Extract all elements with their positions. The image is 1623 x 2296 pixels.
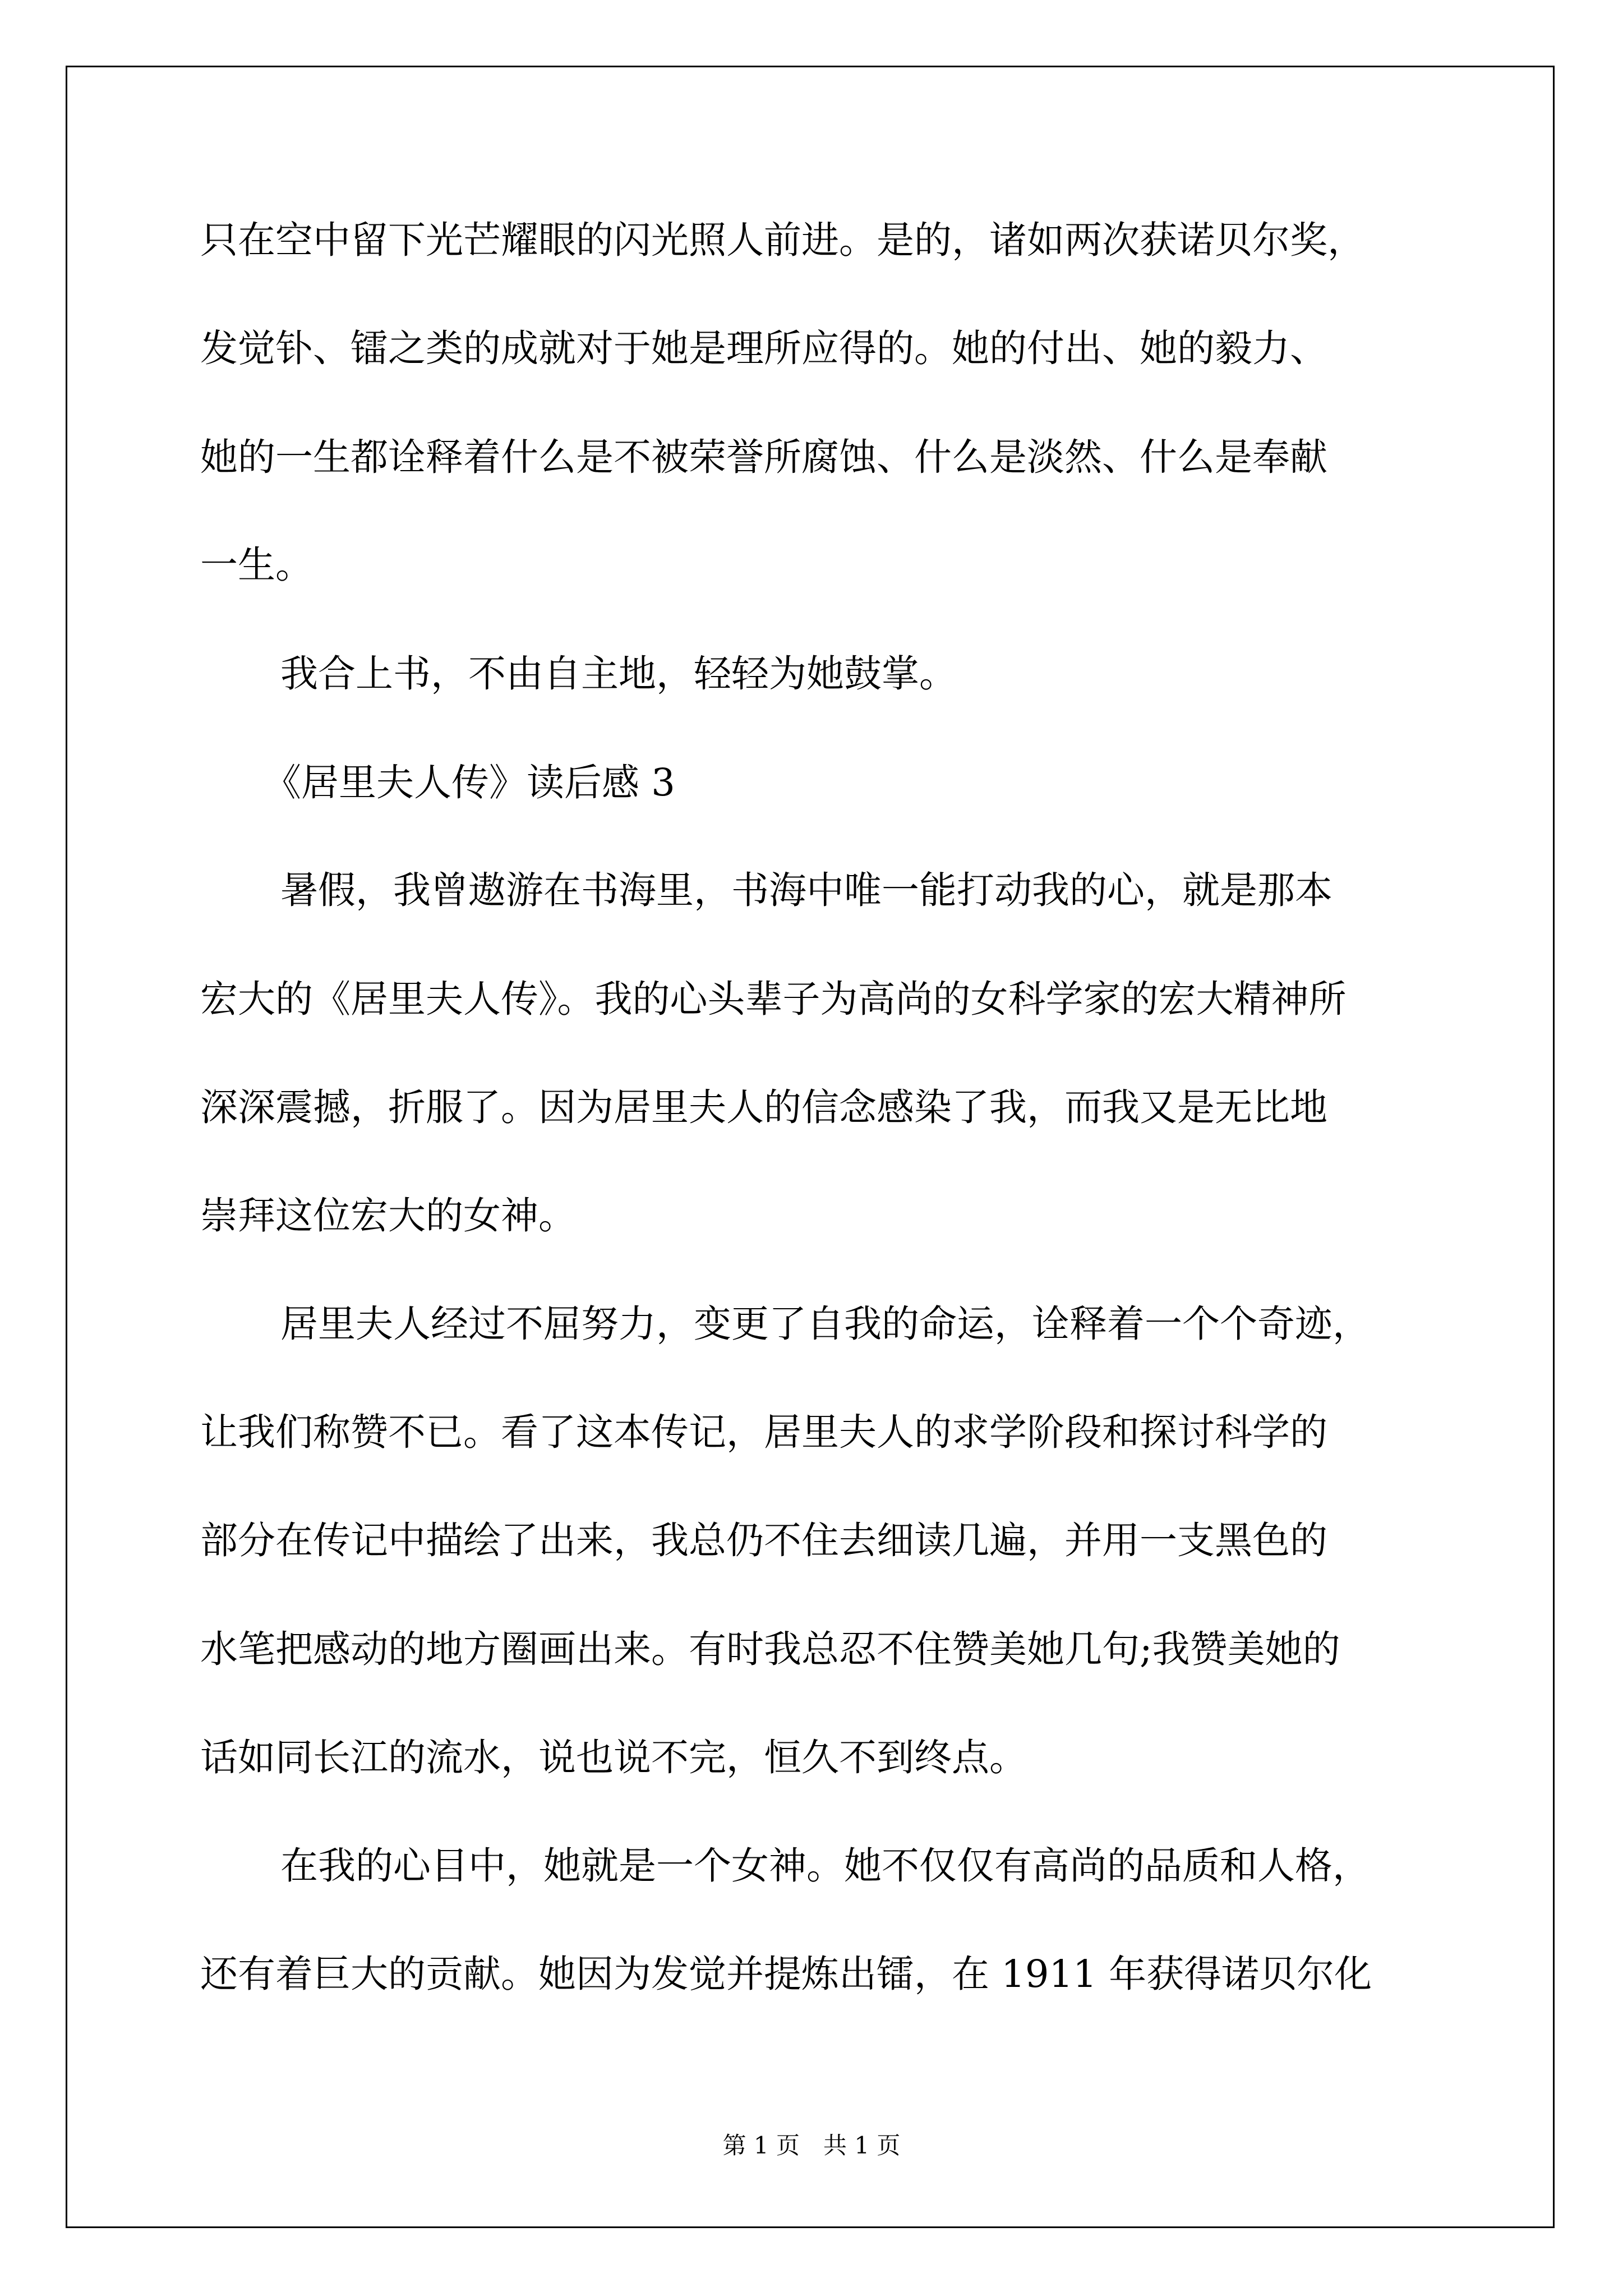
- body-line-2: 发觉钋、镭之类的成就对于她是理所应得的。她的付出、她的毅力、: [200, 326, 1327, 370]
- paragraph-line: 暑假，我曾遨游在书海里，书海中唯一能打动我的心，就是那本: [280, 868, 1332, 912]
- section-heading: 《居里夫人传》读后感 3: [264, 761, 675, 804]
- body-line: 话如同长江的流水，说也说不完，恒久不到终点。: [200, 1736, 1027, 1779]
- body-line-4: 一生。: [200, 543, 313, 587]
- body-line: 深深震撼，折服了。因为居里夫人的信念感染了我，而我又是无比地: [200, 1085, 1327, 1129]
- page-number-footer: 第 1 页 共 1 页: [722, 2132, 901, 2159]
- body-line: 让我们称赞不已。看了这本传记，居里夫人的求学阶段和探讨科学的: [200, 1410, 1327, 1454]
- body-line: 水笔把感动的地方圈画出来。有时我总忍不住赞美她几句;我赞美她的: [200, 1627, 1340, 1671]
- paragraph-line: 居里夫人经过不屈努力，变更了自我的命运，诠释着一个个奇迹，: [280, 1302, 1370, 1346]
- body-line-1: 只在空中留下光芒耀眼的闪光照人前进。是的，诸如两次获诺贝尔奖，: [200, 218, 1365, 262]
- body-line: 宏大的《居里夫人传》。我的心头辈子为高尚的女科学家的宏大精神所: [200, 977, 1347, 1021]
- body-line-3: 她的一生都诠释着什么是不被荣誉所腐蚀、什么是淡然、什么是奉献: [200, 435, 1327, 479]
- body-line: 崇拜这位宏大的女神。: [200, 1194, 576, 1237]
- body-line: 还有着巨大的贡献。她因为发觉并提炼出镭，在 1911 年获得诺贝尔化: [200, 1952, 1372, 1996]
- paragraph-line: 在我的心目中，她就是一个女神。她不仅仅有高尚的品质和人格，: [280, 1844, 1370, 1888]
- page-border: [66, 66, 1555, 2228]
- paragraph-line: 我合上书，不由自主地，轻轻为她鼓掌。: [280, 652, 957, 696]
- body-line: 部分在传记中描绘了出来，我总仍不住去细读几遍，并用一支黑色的: [200, 1519, 1327, 1562]
